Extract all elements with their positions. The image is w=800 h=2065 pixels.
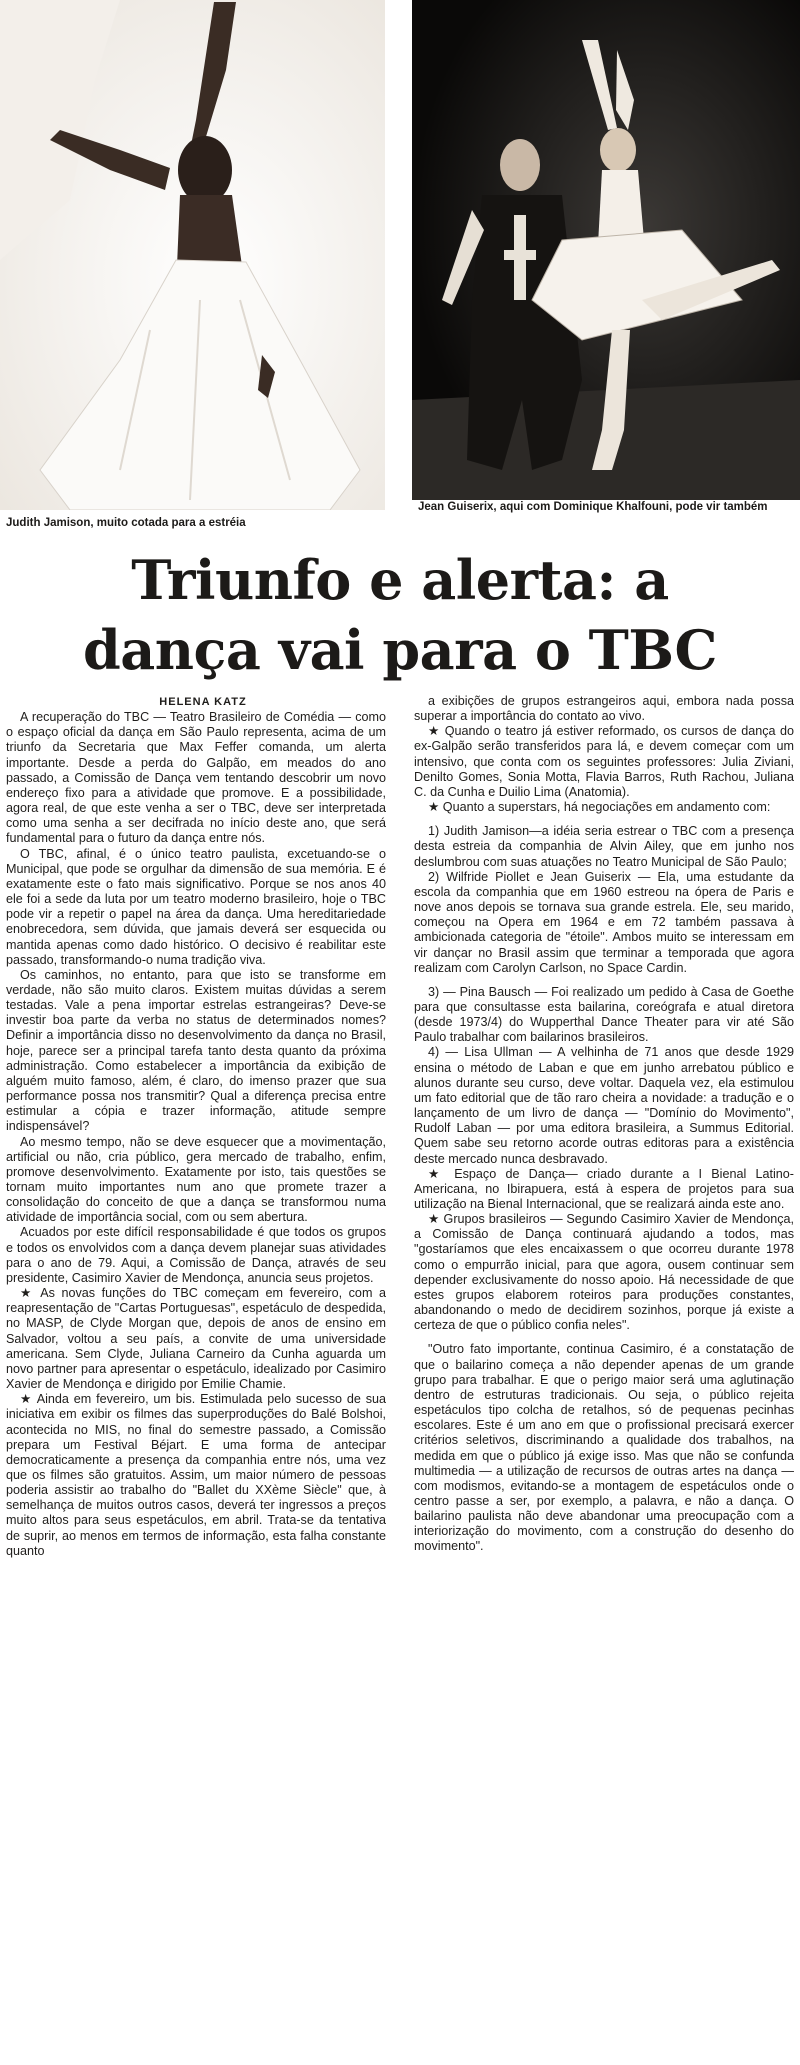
paragraph: a exibições de grupos estrangeiros aqui, embora nada possa superar a importância do contato ao vivo. — [414, 694, 794, 724]
paragraph: ★ Grupos brasileiros — Segundo Casimiro Xavier de Mendonça, a Comissão de Dança continuará ajudando a todos, mas "gostaríamos que eles encaixassem o que ocorreu durante 1978 como o empurrão inicial, para que agora, ousem continuar sem depender exclusivamente do nosso apoio. Há necessidade de que estes grupos elaborem roteiros para produções constantes, abandonando o medo de decidirem sozinhos, porque já existe a certeza de que o público confia neles". — [414, 1212, 794, 1333]
headline-line-2: dança vai para o TBC — [83, 618, 717, 682]
photo-caption-left: Judith Jamison, muito cotada para a estréia — [6, 517, 246, 529]
paragraph: "Outro fato importante, continua Casimiro, é a constatação de que o bailarino começa a não depender apenas de um grande grupo para trabalhar. E que o perigo maior será uma aglutinação dentro de estruturas tradicionais. Ou seja, o público rejeita espetáculos tipo colcha de retalhos, só de pequenas pecinhas escolares. Este é um ano em que o profissional precisará exercer critérios seletivos, discriminando a qualidade dos trabalhos, na medida em que o público já exige isso. Mas que não se confunda multimedia — a utilização de recursos de outras artes na dança — com modismos, evitando-se a montagem de espetáculos onde o centro passe a ser, por exemplo, a palavra, e não a dança. O bailarino paulista não deve abandonar uma preocupação com a interiorização do movimento, com a construção do desenho do movimento". — [414, 1342, 794, 1554]
photo-guiserix-khalfouni — [412, 0, 800, 500]
paragraph: O TBC, afinal, é o único teatro paulista, excetuando-se o Municipal, que pode se orgulhar da dimensão de sua memória. E é exatamente este o fato mais significativo. Porque se nos anos 40 ele foi a sede da luta por um teatro moderno brasileiro, hoje o TBC pode vir a repetir o papel na área da dança. Uma hereditariedade enobrecedora, sem dúvida, que jamais deverá ser esquecida ou mantida apenas como dado histórico. O decisivo é reabilitar este passado, transformando-o numa tradição viva. — [6, 846, 386, 967]
paragraph: ★ Ainda em fevereiro, um bis. Estimulada pelo sucesso de sua iniciativa em exibir os filmes das superproduções do Balé Bolshoi, acontecida no MIS, no final do semestre passado, a Comissão prepara um Festival Béjart. E uma forma de antecipar democraticamente a presença da companhia entre nós, uma vez que os filmes são gratuitos. Assim, um maior número de pessoas poderia assistir ao trabalho do "Ballet du XXème Siècle" que, à semelhança de muitos outros casos, deverá ter ingressos a preços muito altos para seus espetáculos, em abril. Trata-se da tentativa de suprir, ao menos em termos de informação, esta falha constante quanto — [6, 1392, 386, 1558]
byline: HELENA KATZ — [159, 696, 247, 708]
paragraph: ★ As novas funções do TBC começam em fevereiro, com a reapresentação de "Cartas Portuguesas", espetáculo de despedida, no MASP, de Clyde Morgan que, depois de anos de ensino em Salvador, voltou a seu país, a convite de uma universidade americana. Sem Clyde, Juliana Carneiro da Cunha aguarda um novo partner para apresentar o espetáculo, idealizado por Casimiro Xavier de Mendonça e dirigido por Emilie Chamie. — [6, 1286, 386, 1392]
paragraph: 2) Wilfride Piollet e Jean Guiserix — Ela, uma estudante da escola da companhia que em 1960 estreou na ópera de Paris e nove anos depois se tornava sua grande estrela. Ele, seu marido, começou na Opera em 1964 e em 72 também passava à ambicionada categoria de "étoile". Ambos muito se interessam em vir dançar no Brasil assim que terminar a temporada que agora realizam com Carolyn Carlson, no Space Cardin. — [414, 869, 794, 975]
article-column-left — [6, 695, 386, 2061]
headline-line-1: Triunfo e alerta: a — [131, 548, 669, 612]
paragraph: ★ Quanto a superstars, há negociações em andamento com: — [428, 800, 771, 815]
paragraph: Acuados por este difícil responsabilidade é que todos os grupos e todos os envolvidos com a dança devem planejar suas atividades para o ano de 79. Aqui, a Comissão de Dança, através de seu presidente, Casimiro Xavier de Mendonça, anuncia seus projetos. — [6, 1225, 386, 1285]
photo-caption-right: Jean Guiserix, aqui com Dominique Khalfouni, pode vir também — [418, 501, 768, 513]
paragraph: 1) Judith Jamison—a idéia seria estrear o TBC com a presença desta estreia da companhia de Alvin Ailey, que em junho nos deslumbrou com suas atuações no Teatro Municipal de São Paulo; — [414, 824, 794, 869]
paragraph: ★ Quando o teatro já estiver reformado, os cursos de dança do ex-Galpão serão transferidos para lá, e devem começar com um intensivo, que conta com os seguintes professores: Julia Ziviani, Denilto Gomes, Sonia Motta, Flavia Barros, Ruth Rachou, Juliana C. da Cunha e Duilio Lima (Anatomia). — [414, 724, 794, 799]
paragraph: ★ Espaço de Dança— criado durante a I Bienal Latino-Americana, no Ibirapuera, está à espera de projetos para sua utilização na Bienal Internacional, que se realizará ainda este ano. — [414, 1166, 794, 1211]
article-column-right — [414, 694, 794, 2060]
paragraph: 4) — Lisa Ullman — A velhinha de 71 anos que desde 1929 ensina o método de Laban e que em junho arrebatou público e alunos durante seu curso, deve voltar. Daquela vez, ela estimulou um fato editorial que de tão raro cheira a novidade: a tradução e o lançamento de um livro de dança — "Domínio do Movimento", Rudolf Laban — por uma editora brasileira, a Summus Editorial. Quem sabe seu retorno acorde outras editoras para a existência deste mercado nunca desbravado. — [414, 1045, 794, 1166]
photo-judith-jamison — [0, 0, 385, 510]
paragraph: A recuperação do TBC — Teatro Brasileiro de Comédia — como o espaço oficial da dança em São Paulo representa, acima de um triunfo da Secretaria que Max Feffer comanda, um alerta importante. Desde a perda do Galpão, em meados do ano passado, a Comissão de Dança vem tentando descobrir um novo endereço fixo para a atividade que promove. E a possibilidade, agora real, de que este venha a ser o TBC, deve ser interpretada como uma senha a ser decifrada no início deste ano, que será fundamental para o futuro da dança entre nós. — [6, 710, 386, 846]
paragraph: Os caminhos, no entanto, para que isto se transforme em verdade, não são muito claros. Existem muitas dúvidas a serem testadas. Vale a pena importar estrelas estrangeiras? Deve-se investir boa parte da verba no status de determinados nomes? Definir a importância disso no desenvolvimento da dança no Brasil, hoje, parece ser a principal tarefa tanto desta quanto da próxima administração. Como estabelecer a importância da exibição de alguém muito famoso, além, é claro, do imenso prazer que sua performance possa nos transmitir? Qual a diferença precisa entre estimular a cópia e trazer informação, atitude sempre indispensável? — [6, 967, 386, 1134]
headline — [0, 545, 800, 685]
paragraph: 3) — Pina Bausch — Foi realizado um pedido à Casa de Goethe para que consultasse esta bailarina, coreógrafa e atual diretora (desde 1973/4) do Wupperthal Dance Theater para vir até São Paulo trabalhar com bailarinos brasileiros. — [414, 984, 794, 1045]
paragraph: Ao mesmo tempo, não se deve esquecer que a movimentação, artificial ou não, cria público, gera mercado de trabalho, enfim, promove desenvolvimento. Exatamente por isto, tais questões se tornam muito importantes num ano que promete trazer a consolidação do conceito de que a dança se transformou numa atividade de importância social, com ou sem abertura. — [6, 1134, 386, 1225]
